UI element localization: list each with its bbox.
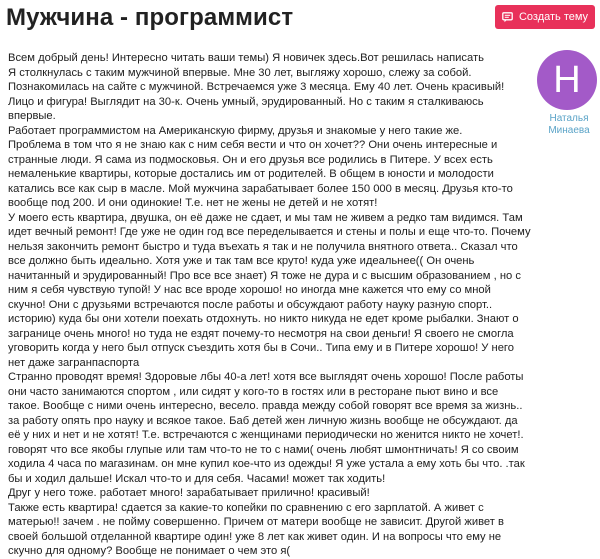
chat-icon	[502, 12, 513, 23]
page-title: Мужчина - программист	[6, 4, 294, 31]
create-topic-label: Создать тему	[518, 11, 589, 23]
post-body: Всем добрый день! Интересно читать ваши темы) Я новичек здесь.Вот решилась написать Я столкнулась с таким мужчиной впервые. Мне 30 лет, выгляжу хорошо, слежу за собой. Познакомилась на сайте с мужчиной. Встречаемся уже 3 месяца. Ему 40 лет. Очень красивый! Лицо и фигура! Выглядит на 30-к. Очень умный, эрудированный. Но с таким я сталкиваюсь впервые. Работает программистом на Американскую фирму, друзья и знакомые у него такие же. Проблема в том что я не знаю как с ним себя вести и что он хочет?? Они очень интересные и странные люди. Я сама из подмосковья. Он и его друзья все родились в Питере. У всех есть немаленькие квартиры, которые достались им от родителей. В общем в юности и молодости катались все как сыр в масле. Мой мужчина зарабатывает более 150 000 в месяц. Друзья кто-то вообще под 200. И они одинокие! Т.е. нет не жены не детей и не хотят! У моего есть квартира, двушка, он её даже не сдает, и мы там не живем а редко там видимся. Там идет вечный ремонт! Где уже не один год все переделывается и стены и полы и еще что-то. Почему нельзя закончить ремонт быстро и туда въехать я так и не получила внятного ответа.. Сказал что все должно быть идеально. Хотя уже и так там все круто! куда уже идеальнее(( Он очень начитанный и эрудированный! Про все все знает) Я тоже не дура и с высшим образованием , но с ним я себя чувствую тупой! У нас все вроде хорошо! но иногда мне кажется что ему со мной скучно! Они с друзьями встречаются после работы и обсуждают работу науку разную спорт.. историю) куда бы они хотели поехать отдохнуть. но никто никуда не едет кроме рыбалки. Знают о загранице очень много! но туда не ездят почему-то несмотря на свои деньги! Я своего не смогла уговорить когда у него был отпуск съездить хотя бы в Сочи.. Типа ему и в Питере хорошо! У него нет даже загранпаспорта Странно проводят время! Здоровые лбы 40-а лет! хотя все выглядят очень хорошо! После работы они часто занимаются спортом , или сидят у кого-то в гостях или в ресторане пьют вино и все такое. Вообще с ними очень интересно, весело. правда между собой говорят все время за жизнь.. за работу опять про науку и всякое такое. Баб детей жен личную жизнь вообще не обсуждают. да её у них и нет и не хотят! Т.е. встречаются с женщинами периодически но женится никто не хочет!. говорят что все якобы глупые или там что-то не то с нами( очень любят шмонтничать! Я со своим ходила 4 часа по магазинам. он мне купил кое-что из одежды! Я уже устала а ему хоть бы что. .так бы и ходил дальше! Искал что-то и для себя. Часами! может так ходить! Друг у него тоже. работает много! зарабатывает прилично! красивый! Также есть квартира! сдается за какие-то копейки по сравнению с его зарплатой. А живет с матерью!! зачем . не пойму совершенно. Причем от матери вообще не зависит. Другой живет в своей большой отделанной квартире один! уже 8 лет как живет один. И на вопросы что ему не скучно для одному? Вообще не понимает о чем это я(	[8, 52, 531, 557]
author-name[interactable]: Наталья Минаева	[548, 113, 590, 136]
create-topic-button[interactable]	[495, 5, 595, 29]
avatar[interactable]: Н	[537, 50, 597, 110]
